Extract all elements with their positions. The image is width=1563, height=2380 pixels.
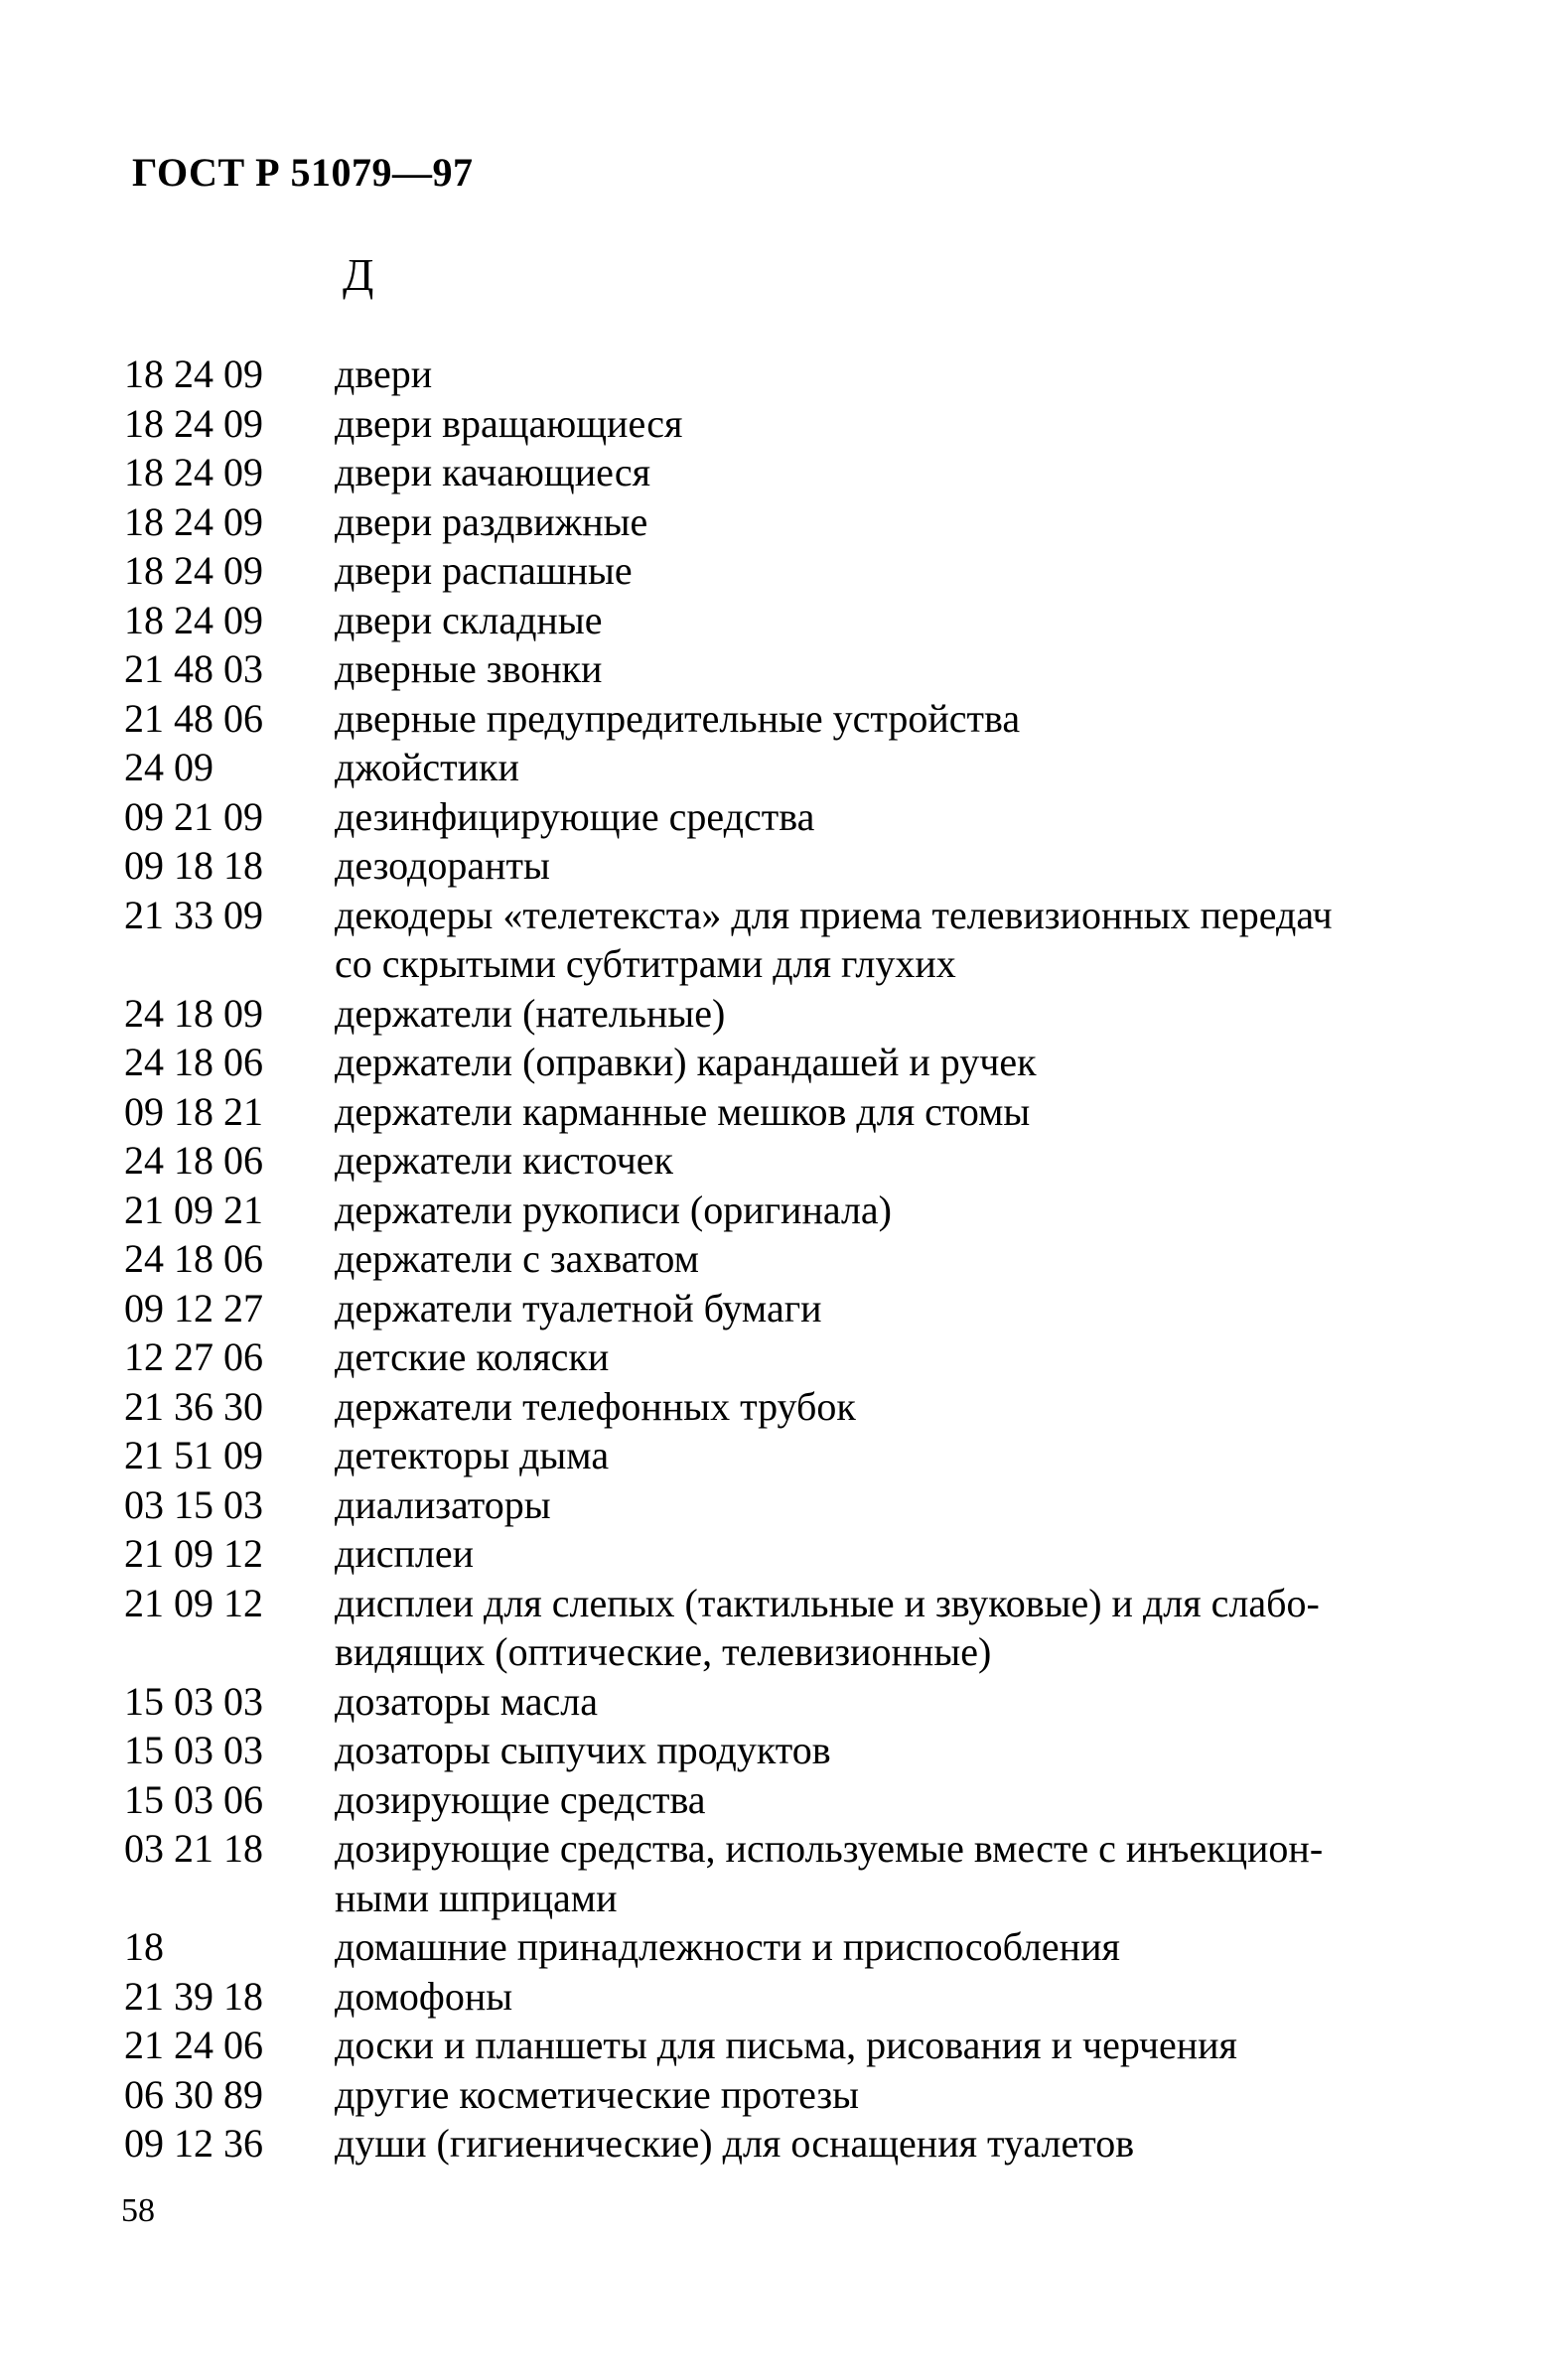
- index-entry: [124, 497, 1534, 547]
- term-name: держатели кисточек: [335, 1138, 673, 1183]
- classification-code: 21 48 03: [124, 646, 263, 691]
- term-name: дозирующие средства: [335, 1776, 706, 1822]
- index-entry: [124, 694, 1534, 744]
- term-name: дозаторы масла: [335, 1678, 598, 1724]
- index-entry: [124, 891, 1534, 989]
- index-entry: [124, 596, 1534, 645]
- index-entry: [124, 1579, 1534, 1677]
- standard-header: ГОСТ Р 51079—97: [132, 150, 474, 195]
- index-entries: [124, 350, 1534, 2169]
- index-entry: [124, 1480, 1534, 1530]
- index-entry: [124, 1382, 1534, 1432]
- index-entry: [124, 1677, 1534, 1727]
- term-name: держатели телефонных трубок: [335, 1383, 856, 1429]
- term-name: декодеры «телетекста» для приема телевизионных передач со скрытыми субтитрами для глухих: [335, 892, 1333, 986]
- index-entry: [124, 1922, 1534, 1972]
- term-name: дисплеи для слепых (тактильные и звуковые) и для слабо- видящих (оптические, телевизионные): [335, 1580, 1320, 1674]
- classification-code: 24 18 06: [124, 1138, 263, 1183]
- index-entry: [124, 1972, 1534, 2022]
- term-name: дезодоранты: [335, 843, 550, 888]
- term-name: держатели (оправки) карандашей и ручек: [335, 1040, 1037, 1084]
- term-name: другие косметические протезы: [335, 2071, 859, 2117]
- term-name: двери раздвижные: [335, 498, 648, 544]
- classification-code: 18 24 09: [124, 597, 263, 642]
- term-name: держатели (нательные): [335, 990, 726, 1036]
- term-name: диализаторы: [335, 1481, 551, 1527]
- index-entry: [124, 792, 1534, 842]
- term-name: домофоны: [335, 1973, 513, 2019]
- index-entry: [124, 1775, 1534, 1825]
- classification-code: 21 09 12: [124, 1580, 263, 1625]
- classification-code: 03 21 18: [124, 1826, 263, 1871]
- classification-code: 24 18 06: [124, 1236, 263, 1281]
- index-entry: [124, 1529, 1534, 1579]
- index-entry: [124, 1824, 1534, 1922]
- classification-code: 24 18 09: [124, 990, 263, 1036]
- classification-code: 21 51 09: [124, 1433, 263, 1477]
- classification-code: 18 24 09: [124, 498, 263, 544]
- classification-code: 18: [124, 1924, 164, 1969]
- index-entry: [124, 2070, 1534, 2120]
- classification-code: 18 24 09: [124, 548, 263, 593]
- classification-code: 09 12 36: [124, 2121, 263, 2166]
- term-name: дисплеи: [335, 1531, 475, 1576]
- index-entry: [124, 350, 1534, 399]
- index-entry: [124, 1284, 1534, 1333]
- index-entry: [124, 841, 1534, 891]
- classification-code: 15 03 03: [124, 1728, 263, 1772]
- classification-code: 18 24 09: [124, 450, 263, 494]
- term-name: дверные предупредительные устройства: [335, 695, 1021, 741]
- term-name: дезинфицирующие средства: [335, 793, 815, 839]
- classification-code: 15 03 03: [124, 1678, 263, 1724]
- term-name: дозирующие средства, используемые вместе с инъекцион- ными шприцами: [335, 1826, 1324, 1920]
- classification-code: 21 48 06: [124, 695, 263, 741]
- term-name: двери качающиеся: [335, 450, 651, 494]
- term-name: дозаторы сыпучих продуктов: [335, 1728, 831, 1772]
- index-entry: [124, 1136, 1534, 1186]
- index-entry: [124, 644, 1534, 694]
- classification-code: 21 33 09: [124, 892, 263, 937]
- term-name: держатели с захватом: [335, 1236, 699, 1281]
- classification-code: 09 18 21: [124, 1088, 263, 1134]
- classification-code: 21 36 30: [124, 1383, 263, 1429]
- index-entry: [124, 2021, 1534, 2070]
- term-name: держатели рукописи (оригинала): [335, 1187, 892, 1232]
- index-entry: [124, 743, 1534, 792]
- classification-code: 12 27 06: [124, 1334, 263, 1379]
- index-entry: [124, 1234, 1534, 1284]
- classification-code: 21 39 18: [124, 1973, 263, 2019]
- term-name: джойстики: [335, 745, 519, 789]
- index-entry: [124, 1726, 1534, 1775]
- classification-code: 09 18 18: [124, 843, 263, 888]
- classification-code: 21 24 06: [124, 2023, 263, 2067]
- classification-code: 18 24 09: [124, 351, 263, 396]
- index-entry: [124, 1087, 1534, 1137]
- classification-code: 09 21 09: [124, 793, 263, 839]
- classification-code: 24 18 06: [124, 1040, 263, 1084]
- index-entry: [124, 1431, 1534, 1480]
- section-letter: Д: [343, 249, 374, 300]
- term-name: души (гигиенические) для оснащения туалетов: [335, 2121, 1135, 2166]
- index-entry: [124, 1038, 1534, 1087]
- term-name: детекторы дыма: [335, 1433, 610, 1477]
- term-name: домашние принадлежности и приспособления: [335, 1924, 1120, 1969]
- classification-code: 18 24 09: [124, 400, 263, 446]
- term-name: держатели карманные мешков для стомы: [335, 1088, 1031, 1134]
- classification-code: 21 09 12: [124, 1531, 263, 1576]
- classification-code: 15 03 06: [124, 1776, 263, 1822]
- term-name: детские коляски: [335, 1334, 610, 1379]
- classification-code: 24 09: [124, 745, 213, 789]
- index-entry: [124, 2119, 1534, 2169]
- classification-code: 06 30 89: [124, 2071, 263, 2117]
- term-name: дверные звонки: [335, 646, 603, 691]
- classification-code: 09 12 27: [124, 1285, 263, 1330]
- term-name: двери вращающиеся: [335, 400, 683, 446]
- term-name: двери складные: [335, 597, 603, 642]
- classification-code: 21 09 21: [124, 1187, 263, 1232]
- term-name: доски и планшеты для письма, рисования и черчения: [335, 2023, 1237, 2067]
- index-entry: [124, 546, 1534, 596]
- index-entry: [124, 448, 1534, 497]
- index-entry: [124, 1332, 1534, 1382]
- page-number: 58: [121, 2192, 155, 2229]
- index-entry: [124, 989, 1534, 1039]
- classification-code: 03 15 03: [124, 1481, 263, 1527]
- term-name: двери распашные: [335, 548, 633, 593]
- index-entry: [124, 1186, 1534, 1235]
- term-name: держатели туалетной бумаги: [335, 1285, 822, 1330]
- term-name: двери: [335, 351, 433, 396]
- index-entry: [124, 399, 1534, 449]
